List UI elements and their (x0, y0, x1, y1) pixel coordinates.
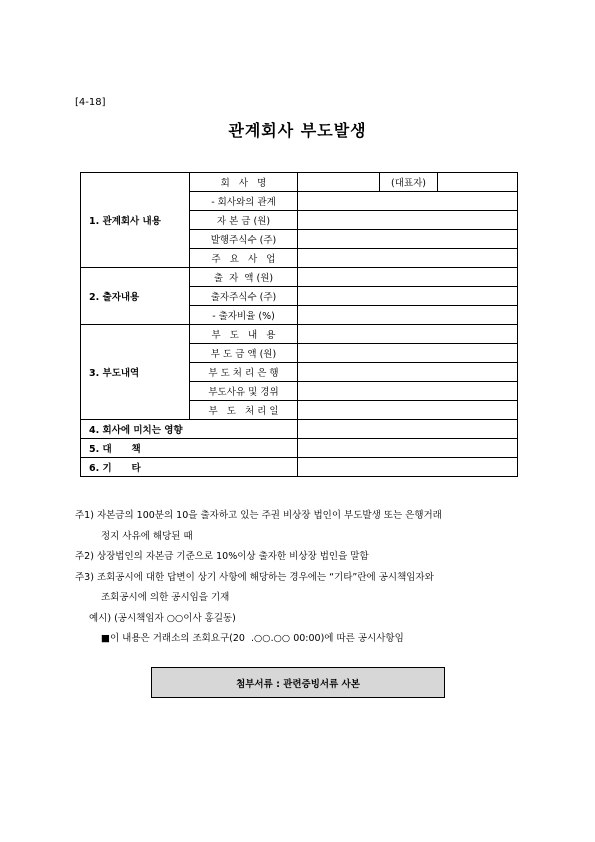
row-label-default-bank: 부 도 처 리 은 행 (190, 363, 298, 382)
row-label-default-date: 부 도 처 리 일 (190, 401, 298, 420)
row-label-default-reason: 부도사유 및 경위 (190, 382, 298, 401)
table-row (81, 268, 518, 287)
row-label-company-name: 회 사 명 (190, 173, 298, 192)
attachment-label: 첨부서류 : 관련증빙서류 사본 (236, 678, 360, 690)
row-label-default-amount: 부 도 금 액 (원) (190, 344, 298, 363)
row-label-default-details: 부 도 내 용 (190, 325, 298, 344)
section-label-other: 6. 기 타 (81, 458, 298, 477)
value-cell-relationship[interactable] (298, 192, 518, 211)
value-cell-default-reason[interactable] (298, 382, 518, 401)
table-row (81, 439, 518, 458)
value-cell-other[interactable] (298, 458, 518, 477)
value-cell-investment-ratio[interactable] (298, 306, 518, 325)
example-line: 예시) (공시책임자 ○○이사 홍길동) (89, 612, 236, 624)
row-label-investment-ratio: - 출자비율 (%) (190, 306, 298, 325)
section-label-impact: 4. 회사에 미치는 영향 (81, 420, 298, 439)
row-label-relationship: - 회사와의 관계 (190, 192, 298, 211)
form-code: [4-18] (75, 97, 106, 108)
row-label-issued-shares: 발행주식수 (주) (190, 230, 298, 249)
section-label-default: 3. 부도내역 (81, 325, 190, 420)
footnotes (75, 506, 535, 650)
value-cell-company-name[interactable] (298, 173, 380, 192)
value-cell-default-bank[interactable] (298, 363, 518, 382)
row-label-investment-shares: 출자주식수 (주) (190, 287, 298, 306)
footnote-1: 주1) 자본금의 100분의 10을 출자하고 있는 주권 비상장 법인이 부도발생 또는 은행거래 (75, 510, 442, 521)
value-cell-investment-amount[interactable] (298, 268, 518, 287)
value-cell-main-business[interactable] (298, 249, 518, 268)
section-label-countermeasure: 5. 대 책 (81, 439, 298, 458)
footnote-2: 주2) 상장법인의 자본금 기준으로 10%이상 출자한 비상장 법인을 말함 (75, 551, 369, 562)
table-row (81, 420, 518, 439)
footnote-1-continued: 정지 사유에 해당된 때 (101, 530, 193, 542)
table-row (81, 325, 518, 344)
value-cell-representative[interactable] (438, 173, 518, 192)
example-notice-line: ■이 내용은 거래소의 조회요구(20 .○○.○○ 00:00)에 따른 공시사항임 (101, 633, 404, 644)
value-cell-default-amount[interactable] (298, 344, 518, 363)
disclosure-form-table (80, 172, 518, 477)
value-cell-default-date[interactable] (298, 401, 518, 420)
value-cell-impact[interactable] (298, 420, 518, 439)
value-cell-issued-shares[interactable] (298, 230, 518, 249)
attachment-box (151, 667, 445, 698)
value-cell-default-details[interactable] (298, 325, 518, 344)
row-label-capital: 자 본 금 (원) (190, 211, 298, 230)
row-label-investment-amount: 출 자 액 (원) (190, 268, 298, 287)
section-label-company: 1. 관계회사 내용 (81, 173, 190, 268)
row-label-representative: (대표자) (380, 173, 438, 192)
footnote-3: 주3) 조회공시에 대한 답변이 상기 사항에 해당하는 경우에는 “기타”란에 공시책임자와 (75, 571, 434, 583)
value-cell-investment-shares[interactable] (298, 287, 518, 306)
section-label-investment: 2. 출자내용 (81, 268, 190, 325)
document-title: 관계회사 부도발생 (228, 121, 367, 140)
row-label-main-business: 주 요 사 업 (190, 249, 298, 268)
footnote-3-continued: 조회공시에 의한 공시임을 기재 (101, 592, 230, 603)
table-row (81, 173, 518, 192)
value-cell-capital[interactable] (298, 211, 518, 230)
value-cell-countermeasure[interactable] (298, 439, 518, 458)
table-row (81, 458, 518, 477)
